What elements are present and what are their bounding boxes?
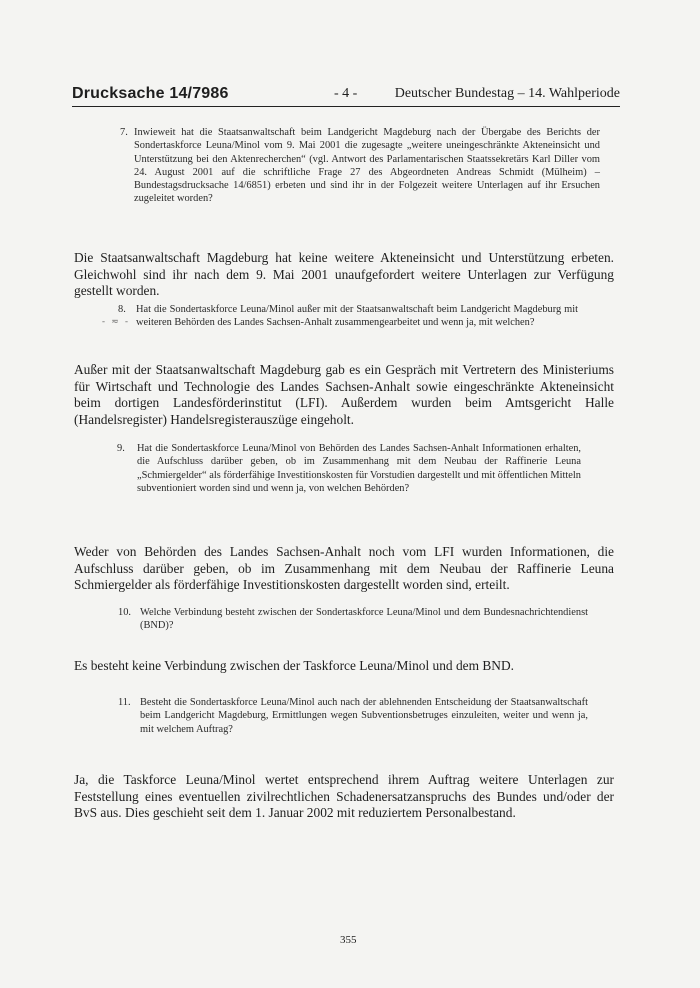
question-number: 8. xyxy=(118,304,126,315)
document-number: Drucksache 14/7986 xyxy=(72,85,229,102)
answer-9: Weder von Behörden des Landes Sachsen-Anhalt noch vom LFI wurden Informationen, die Aufschluss darüber geben, ob im Zusammenhang mit dem Neubau der Raffinerie Leuna Schmiergelder als förderfähige Investitionskosten dargestellt worden sind, erteilt. xyxy=(74,544,614,593)
question-number: 9. xyxy=(117,443,125,454)
question-8 xyxy=(118,303,578,330)
question-10 xyxy=(118,606,588,633)
answer-11: Ja, die Taskforce Leuna/Minol wertet entsprechend ihrem Auftrag weitere Unterlagen zur Feststellung eines eventuellen zivilrechtlichen Schadenersatzanspruchs des Bundes und/oder der BvS aus. Dies geschieht seit dem 1. Januar 2002 mit reduziertem Personalbestand. xyxy=(74,772,614,821)
question-number: 11. xyxy=(118,697,131,708)
publisher: Deutscher Bundestag – 14. Wahlperiode xyxy=(394,86,620,101)
header-rule xyxy=(72,106,620,107)
page-indicator: - 4 - xyxy=(334,86,358,101)
question-text: Hat die Sondertaskforce Leuna/Minol außer mit der Staatsanwaltschaft beim Landgericht Magdeburg mit weiteren Behörden des Landes Sachsen-Anhalt zusammengearbeitet und wenn ja, mit welchen? xyxy=(136,304,578,329)
question-11 xyxy=(118,696,588,736)
answer-7: Die Staatsanwaltschaft Magdeburg hat keine weitere Akteneinsicht und Unterstützung erbeten. Gleichwohl sind ihr nach dem 9. Mai 2001 unaufgefordert weitere Unterlagen zur Verfügung gestellt worden. xyxy=(74,250,614,299)
question-number: 7. xyxy=(120,127,128,138)
page-number: 355 xyxy=(340,934,357,946)
running-header xyxy=(72,85,620,107)
answer-10: Es besteht keine Verbindung zwischen der Taskforce Leuna/Minol und dem BND. xyxy=(74,658,514,674)
margin-mark: - ≂ - xyxy=(102,316,131,326)
question-text: Besteht die Sondertaskforce Leuna/Minol auch nach der ablehnenden Entscheidung der Staatsanwaltschaft beim Landgericht Magdeburg, Ermittlungen wegen Subventionsbetruges einzuleiten, weiter und wenn ja, mit welchem Auftrag? xyxy=(140,697,588,735)
question-text: Inwieweit hat die Staatsanwaltschaft beim Landgericht Magdeburg nach der Übergabe des Berichts der Sondertaskforce Leuna/Minol vom 9. Mai 2001 die zugesagte „weitere uneingeschränkte Akteneinsicht und Unterstützung bei den Aktenrecherchen“ (vgl. Antwort des Parlamentarischen Staatssekretärs Karl Diller vom 24. August 2001 auf die schriftliche Frage 27 des Abgeordneten Andreas Schmidt (Mülheim) – Bundestagsdrucksache 14/6851) erbeten und sind ihr in der Folgezeit weitere Unterlagen auf ihr Ersuchen zugeleitet worden? xyxy=(134,127,600,205)
question-9 xyxy=(117,442,581,495)
question-text: Hat die Sondertaskforce Leuna/Minol von Behörden des Landes Sachsen-Anhalt Informationen erhalten, die Aufschluss darüber geben, ob im Zusammenhang mit dem Neubau der Raffinerie Leuna „Schmiergelder“ als förderfähige Investitionskosten für Vorstudien dargestellt und mit öffentlichen Mitteln subventioniert worden sind und wenn ja, von welchen Behörden? xyxy=(137,443,581,494)
answer-8: Außer mit der Staatsanwaltschaft Magdeburg gab es ein Gespräch mit Vertretern des Ministeriums für Wirtschaft und Technologie des Landes Sachsen-Anhalt sowie eingeschränkte Akteneinsicht beim dortigen Landesförderinstitut (LFI). Außerdem wurden beim Amtsgericht Halle (Handelsregister) Handelsregisterauszüge eingeholt. xyxy=(74,362,614,427)
question-number: 10. xyxy=(118,607,131,618)
question-text: Welche Verbindung besteht zwischen der Sondertaskforce Leuna/Minol und dem Bundesnachrichtendienst (BND)? xyxy=(140,607,588,632)
question-7 xyxy=(120,126,600,206)
